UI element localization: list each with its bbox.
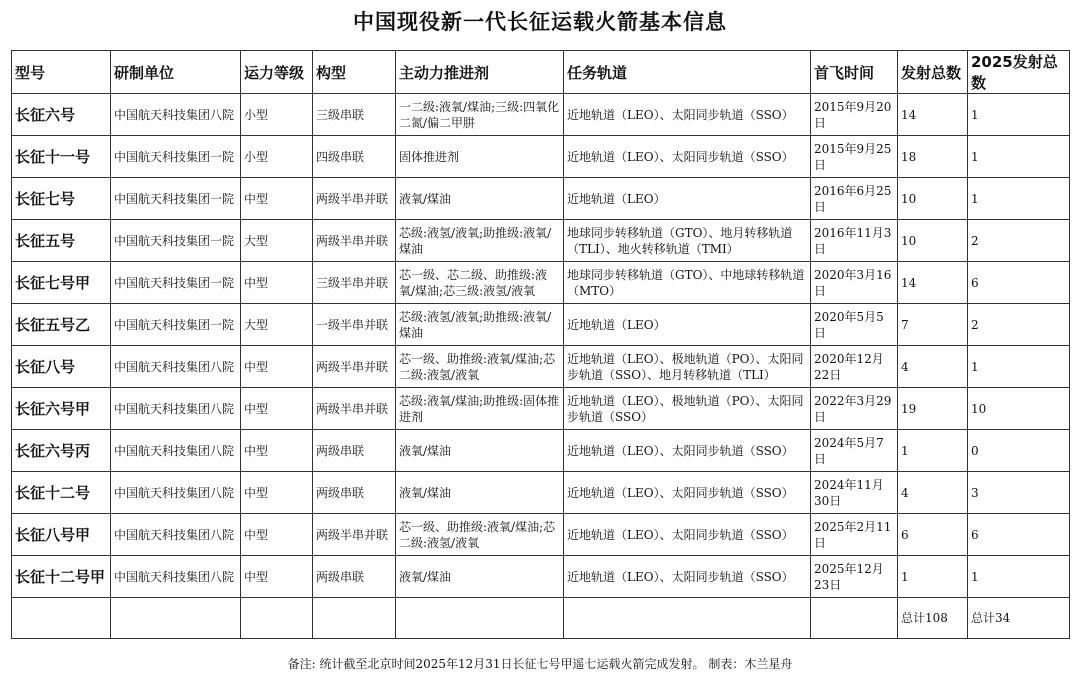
- first-flight-cell: 2025年2月11日: [811, 514, 898, 556]
- launches-2025-cell: 1: [968, 136, 1070, 178]
- col-header-config: 构型: [313, 51, 396, 94]
- org-cell: 中国航天科技集团一院: [111, 220, 241, 262]
- table-row: [12, 262, 1070, 304]
- first-flight-cell: 2025年12月23日: [811, 556, 898, 598]
- org-cell: 中国航天科技集团八院: [111, 556, 241, 598]
- capacity-cell: 中型: [241, 262, 313, 304]
- table-row: [12, 514, 1070, 556]
- launches-cell: 4: [898, 472, 968, 514]
- model-cell: 长征七号甲: [12, 262, 111, 304]
- capacity-cell: 中型: [241, 430, 313, 472]
- config-cell: 三级串联: [313, 94, 396, 136]
- total-launches: 总计108: [898, 598, 968, 639]
- model-cell: 长征五号: [12, 220, 111, 262]
- propellant-cell: 芯一级、助推级:液氧/煤油;芯二级:液氢/液氧: [396, 514, 564, 556]
- capacity-cell: 小型: [241, 94, 313, 136]
- config-cell: 一级半串并联: [313, 304, 396, 346]
- first-flight-cell: 2015年9月25日: [811, 136, 898, 178]
- totals-empty-cell: [396, 598, 564, 639]
- org-cell: 中国航天科技集团一院: [111, 136, 241, 178]
- launches-2025-cell: 6: [968, 262, 1070, 304]
- model-cell: 长征十二号甲: [12, 556, 111, 598]
- launches-cell: 1: [898, 430, 968, 472]
- first-flight-cell: 2024年11月30日: [811, 472, 898, 514]
- col-header-propellant: 主动力推进剂: [396, 51, 564, 94]
- config-cell: 两级串联: [313, 556, 396, 598]
- propellant-cell: 芯级:液氢/液氧;助推级:液氧/煤油: [396, 220, 564, 262]
- launches-cell: 10: [898, 220, 968, 262]
- launches-2025-cell: 1: [968, 94, 1070, 136]
- page-title: 中国现役新一代长征运载火箭基本信息: [353, 10, 727, 34]
- config-cell: 两级串联: [313, 430, 396, 472]
- launches-2025-cell: 1: [968, 346, 1070, 388]
- table-row: [12, 430, 1070, 472]
- col-header-launches: 发射总数: [898, 51, 968, 94]
- footnote: 备注: 统计截至北京时间2025年12月31日长征七号甲遥七运载火箭完成发射。 制表：木兰星舟: [287, 657, 793, 671]
- propellant-cell: 芯一级、芯二级、助推级:液氧/煤油;芯三级:液氢/液氧: [396, 262, 564, 304]
- totals-empty-cell: [12, 598, 111, 639]
- launches-2025-cell: 6: [968, 514, 1070, 556]
- org-cell: 中国航天科技集团八院: [111, 514, 241, 556]
- config-cell: 两级半串并联: [313, 346, 396, 388]
- col-header-model: 型号: [12, 51, 111, 94]
- launches-2025-cell: 0: [968, 430, 1070, 472]
- table-row: [12, 346, 1070, 388]
- first-flight-cell: 2016年11月3日: [811, 220, 898, 262]
- capacity-cell: 中型: [241, 556, 313, 598]
- orbit-cell: 近地轨道（LEO）: [564, 178, 811, 220]
- propellant-cell: 芯级:液氧/煤油;助推级:固体推进剂: [396, 388, 564, 430]
- launches-cell: 19: [898, 388, 968, 430]
- org-cell: 中国航天科技集团八院: [111, 346, 241, 388]
- table-row: [12, 472, 1070, 514]
- model-cell: 长征六号甲: [12, 388, 111, 430]
- launches-cell: 10: [898, 178, 968, 220]
- launches-cell: 7: [898, 304, 968, 346]
- first-flight-cell: 2020年12月22日: [811, 346, 898, 388]
- launches-cell: 18: [898, 136, 968, 178]
- org-cell: 中国航天科技集团八院: [111, 472, 241, 514]
- table-row: [12, 94, 1070, 136]
- model-cell: 长征八号甲: [12, 514, 111, 556]
- org-cell: 中国航天科技集团八院: [111, 430, 241, 472]
- rocket-info-table: [11, 50, 1070, 639]
- org-cell: 中国航天科技集团一院: [111, 178, 241, 220]
- org-cell: 中国航天科技集团一院: [111, 304, 241, 346]
- config-cell: 两级半串并联: [313, 514, 396, 556]
- org-cell: 中国航天科技集团一院: [111, 262, 241, 304]
- capacity-cell: 小型: [241, 136, 313, 178]
- propellant-cell: 液氧/煤油: [396, 472, 564, 514]
- launches-2025-cell: 3: [968, 472, 1070, 514]
- launches-2025-cell: 1: [968, 178, 1070, 220]
- propellant-cell: 液氧/煤油: [396, 430, 564, 472]
- first-flight-cell: 2022年3月29日: [811, 388, 898, 430]
- table-row: [12, 220, 1070, 262]
- propellant-cell: 芯级:液氢/液氧;助推级:液氧/煤油: [396, 304, 564, 346]
- capacity-cell: 中型: [241, 346, 313, 388]
- config-cell: 四级串联: [313, 136, 396, 178]
- config-cell: 三级半串并联: [313, 262, 396, 304]
- propellant-cell: 芯一级、助推级:液氧/煤油;芯二级:液氢/液氧: [396, 346, 564, 388]
- launches-cell: 6: [898, 514, 968, 556]
- model-cell: 长征五号乙: [12, 304, 111, 346]
- model-cell: 长征七号: [12, 178, 111, 220]
- first-flight-cell: 2015年9月20日: [811, 94, 898, 136]
- table-row: [12, 136, 1070, 178]
- model-cell: 长征十一号: [12, 136, 111, 178]
- propellant-cell: 固体推进剂: [396, 136, 564, 178]
- launches-cell: 14: [898, 262, 968, 304]
- config-cell: 两级半串并联: [313, 220, 396, 262]
- capacity-cell: 中型: [241, 178, 313, 220]
- orbit-cell: 地球同步转移轨道（GTO）、中地球转移轨道（MTO）: [564, 262, 811, 304]
- first-flight-cell: 2024年5月7日: [811, 430, 898, 472]
- table-row: [12, 388, 1070, 430]
- totals-empty-cell: [811, 598, 898, 639]
- first-flight-cell: 2020年3月16日: [811, 262, 898, 304]
- model-cell: 长征八号: [12, 346, 111, 388]
- header-row: [12, 51, 1070, 94]
- launches-cell: 1: [898, 556, 968, 598]
- propellant-cell: 一二级:液氧/煤油;三级:四氧化二氮/偏二甲肼: [396, 94, 564, 136]
- org-cell: 中国航天科技集团八院: [111, 94, 241, 136]
- totals-empty-cell: [564, 598, 811, 639]
- col-header-first-flight: 首飞时间: [811, 51, 898, 94]
- capacity-cell: 中型: [241, 472, 313, 514]
- orbit-cell: 近地轨道（LEO）、极地轨道（PO）、太阳同步轨道（SSO）: [564, 388, 811, 430]
- totals-empty-cell: [111, 598, 241, 639]
- config-cell: 两级半串并联: [313, 178, 396, 220]
- propellant-cell: 液氧/煤油: [396, 556, 564, 598]
- table-row: [12, 178, 1070, 220]
- launches-cell: 4: [898, 346, 968, 388]
- first-flight-cell: 2020年5月5日: [811, 304, 898, 346]
- col-header-capacity: 运力等级: [241, 51, 313, 94]
- orbit-cell: 近地轨道（LEO）: [564, 304, 811, 346]
- capacity-cell: 中型: [241, 514, 313, 556]
- totals-empty-cell: [313, 598, 396, 639]
- total-launches-2025: 总计34: [968, 598, 1070, 639]
- model-cell: 长征六号: [12, 94, 111, 136]
- orbit-cell: 近地轨道（LEO）、太阳同步轨道（SSO）: [564, 472, 811, 514]
- launches-2025-cell: 2: [968, 220, 1070, 262]
- launches-2025-cell: 2: [968, 304, 1070, 346]
- org-cell: 中国航天科技集团八院: [111, 388, 241, 430]
- table-row: [12, 304, 1070, 346]
- totals-row: [12, 598, 1070, 639]
- capacity-cell: 中型: [241, 388, 313, 430]
- orbit-cell: 近地轨道（LEO）、太阳同步轨道（SSO）: [564, 136, 811, 178]
- launches-cell: 14: [898, 94, 968, 136]
- orbit-cell: 近地轨道（LEO）、太阳同步轨道（SSO）: [564, 514, 811, 556]
- first-flight-cell: 2016年6月25日: [811, 178, 898, 220]
- launches-2025-cell: 10: [968, 388, 1070, 430]
- col-header-orbit: 任务轨道: [564, 51, 811, 94]
- col-header-org: 研制单位: [111, 51, 241, 94]
- propellant-cell: 液氧/煤油: [396, 178, 564, 220]
- col-header-launches-2025: 2025发射总数: [968, 51, 1070, 94]
- totals-empty-cell: [241, 598, 313, 639]
- model-cell: 长征六号丙: [12, 430, 111, 472]
- table-row: [12, 556, 1070, 598]
- config-cell: 两级半串并联: [313, 388, 396, 430]
- orbit-cell: 近地轨道（LEO）、太阳同步轨道（SSO）: [564, 556, 811, 598]
- model-cell: 长征十二号: [12, 472, 111, 514]
- capacity-cell: 大型: [241, 220, 313, 262]
- orbit-cell: 近地轨道（LEO）、太阳同步轨道（SSO）: [564, 94, 811, 136]
- config-cell: 两级串联: [313, 472, 396, 514]
- orbit-cell: 近地轨道（LEO）、极地轨道（PO）、太阳同步轨道（SSO）、地月转移轨道（TLI）: [564, 346, 811, 388]
- capacity-cell: 大型: [241, 304, 313, 346]
- orbit-cell: 近地轨道（LEO）、太阳同步轨道（SSO）: [564, 430, 811, 472]
- orbit-cell: 地球同步转移轨道（GTO）、地月转移轨道（TLI）、地火转移轨道（TMI）: [564, 220, 811, 262]
- launches-2025-cell: 1: [968, 556, 1070, 598]
